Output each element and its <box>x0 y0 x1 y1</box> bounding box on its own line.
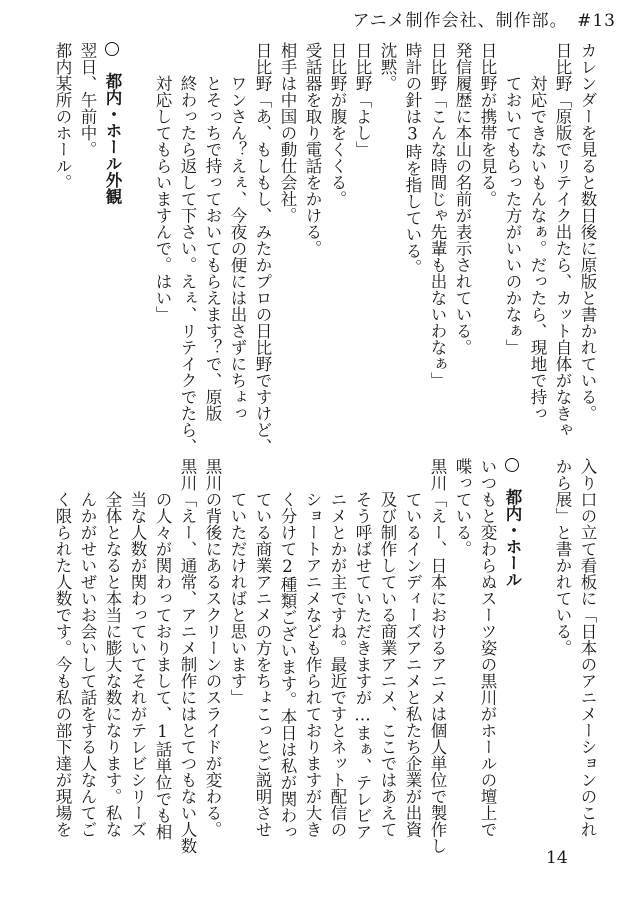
script-line: 沈黙。 <box>378 42 397 92</box>
script-line: 日比野「よし」 <box>353 42 372 158</box>
script-line: く分けて2種類ございます。本日は私が関わっ <box>278 458 297 840</box>
script-line: 受話器を取り電話をかける。 <box>303 42 322 257</box>
script-block-bottom <box>50 458 600 853</box>
script-line: 当な人数が関わっていてそれがテレビシリーズ <box>128 458 147 838</box>
script-line: 発信履歴に本山の名前が表示されている。 <box>453 42 472 356</box>
script-line: 日比野が腹をくくる。 <box>328 42 347 207</box>
script-line: 日比野が携帯を見る。 <box>478 42 497 207</box>
script-line: 日比野「こんな時間じゃ先輩も出ないわなぁ」 <box>428 42 447 389</box>
scene-marker-circle-icon <box>105 42 119 56</box>
script-line: の人々が関わっておりまして、1話単位でも相 <box>153 458 172 840</box>
script-line: 黒川「えー、通常、アニメ制作にはとてつもない人数 <box>178 458 197 854</box>
script-line: 終わったら返して下さい。えぇ、リテイクでたら、 <box>178 42 197 455</box>
scene-heading-text: 都内・ホール <box>503 488 522 588</box>
scene-heading <box>100 42 125 422</box>
script-line: 日比野「あ、もしもし、みたかプロの日比野ですけど、 <box>253 42 272 455</box>
script-line: 対応してもらいますんで。はい」 <box>153 42 172 323</box>
script-line: 全体となると本当に膨大な数になります。私な <box>103 458 122 838</box>
script-line: 及び制作している商業アニメ、ここではあえて <box>378 458 397 838</box>
script-line: 入り口の立て看板に「日本のアニメーションのこれ <box>578 458 597 838</box>
page-number: 14 <box>546 848 568 868</box>
script-line: ておいてもらった方がいいのかなぁ」 <box>503 42 522 356</box>
script-line: ている商業アニメの方をちょこっとご説明させ <box>253 458 272 838</box>
script-line: ワンさん？えぇ、今夜の便には出さずにちょっ <box>228 42 247 422</box>
running-header: アニメ制作会社、制作部。 #13 <box>352 11 616 31</box>
script-line: から展」と書かれている。 <box>553 458 572 656</box>
script-line: ていただければと思います」 <box>228 458 247 706</box>
script-block-top <box>50 42 600 455</box>
script-line: 黒川の背後にあるスクリーンのスライドが変わる。 <box>203 458 222 838</box>
script-line: んかがせいぜいお会いして話をする人なんてご <box>78 458 97 838</box>
script-line: カレンダーを見ると数日後に原版と書かれている。 <box>578 42 597 422</box>
scene-heading <box>500 458 525 853</box>
script-line: く限られた人数です。今も私の部下達が現場を <box>53 458 72 838</box>
script-line: いつもと変わらぬスーツ姿の黒川がホールの壇上で <box>478 458 497 838</box>
script-line: 黒川「えー、日本におけるアニメは個人単位で製作し <box>428 458 447 854</box>
script-line: 喋っている。 <box>453 458 472 557</box>
script-line: 相手は中国の動仕会社。 <box>278 42 297 224</box>
scene-heading-text: 都内・ホール外観 <box>103 72 122 205</box>
script-line: ショートアニメなども作られておりますが大き <box>303 458 322 838</box>
scene-marker-circle-icon <box>505 458 519 472</box>
blank-line <box>125 42 150 422</box>
script-line: 対応できないもんなぁ。だったら、現地で持っ <box>528 42 547 422</box>
script-line: とそっちで持っておいてもらえます？で、原版 <box>203 42 222 422</box>
script-line: そう呼ばせていただきますが…まぁ、テレビア <box>353 458 372 840</box>
script-line: 翌日、午前中。 <box>78 42 97 158</box>
script-line: 時計の針は3時を指している。 <box>403 42 422 276</box>
script-line: 日比野「原版でリテイク出たら、カット自体がなきゃ <box>553 42 572 438</box>
script-line: ているインディーズアニメと私たち企業が出資 <box>403 458 422 838</box>
blank-line <box>525 458 550 853</box>
script-line: 都内某所のホール。 <box>53 42 72 191</box>
script-line: ニメとかが主ですね。最近ですとネット配信の <box>328 458 347 838</box>
